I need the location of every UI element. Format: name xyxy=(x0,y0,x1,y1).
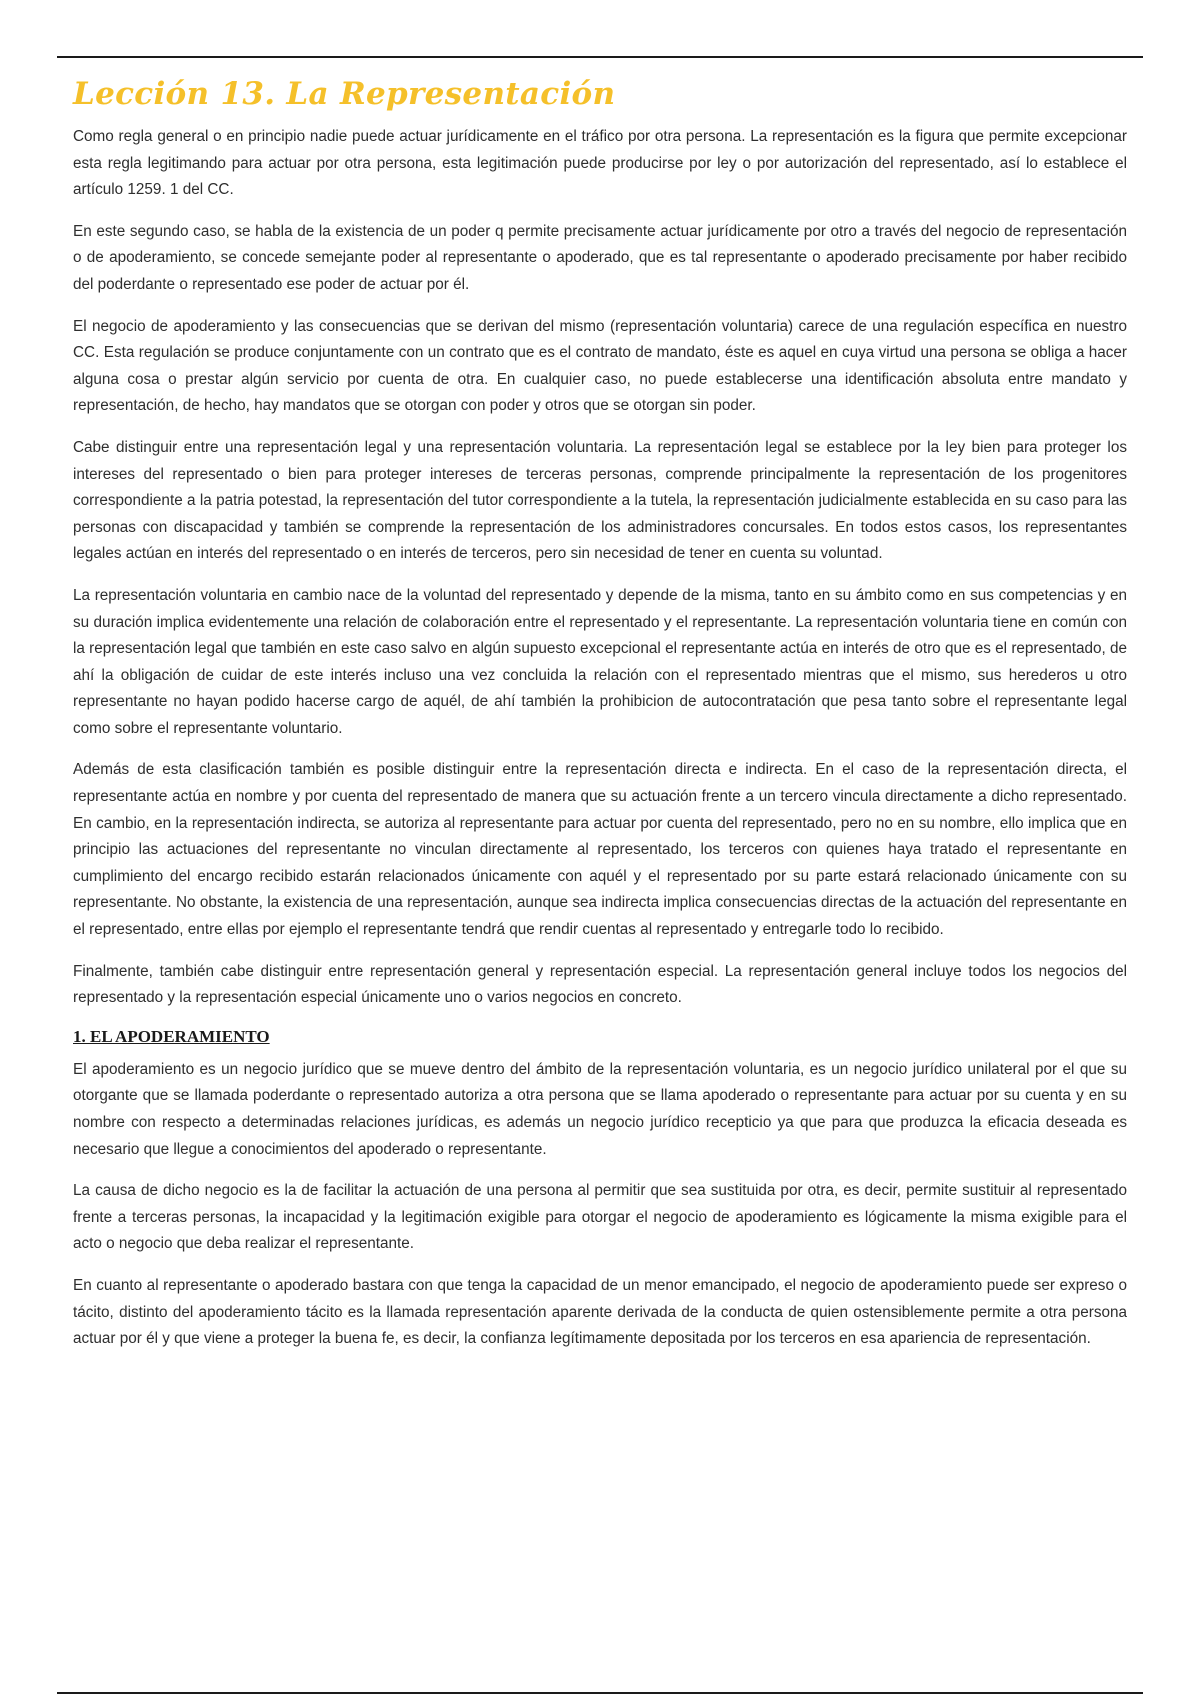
top-rule xyxy=(57,56,1143,58)
paragraph: El negocio de apoderamiento y las consecuencias que se derivan del mismo (representación voluntaria) carece de una regulación específica en nuestro CC. Esta regulación se produce conjuntamente con un contrato que es el contrato de mandato, éste es aquel en cuya virtud una persona se obliga a hacer alguna cosa o prestar algún servicio por cuenta de otra. En cualquier caso, no puede establecerse una identificación absoluta entre mandato y representación, de hecho, hay mandatos que se otorgan con poder y otros que se otorgan sin poder. xyxy=(73,317,1127,415)
paragraph: La causa de dicho negocio es la de facilitar la actuación de una persona al permitir que sea sustituida por otra, es decir, permite sustituir al representado frente a terceras personas, la incapacidad y la legitimación exigible para otorgar el negocio de apoderamiento es lógicamente la misma exigible para el acto o negocio que deba realizar el representante. xyxy=(73,1182,1127,1253)
paragraph: En este segundo caso, se habla de la existencia de un poder q permite precisamente actuar jurídicamente por otro a través del negocio de representación o de apoderamiento, se concede semejante poder al representante o apoderado, que es tal representante o apoderado precisamente por haber recibido del poderdante o representado ese poder de actuar por él. xyxy=(73,222,1127,293)
paragraph: La representación voluntaria en cambio nace de la voluntad del representado y depende de la misma, tanto en su ámbito como en sus competencias y en su duración implica evidentemente una relación de colaboración entre el representado y el representante. La representación voluntaria tiene en común con la representación legal que también en este caso salvo en algún supuesto excepcional el representante actúa en interés de otro que es el representado, de ahí la obligación de cuidar de este interés incluso una vez concluida la relación con el representado mientras que el mismo, sus herederos u otro representante no hayan podido hacerse cargo de aquél, de ahí también la prohibicion de autocontratación que pesa tanto sobre el representante legal como sobre el representante voluntario. xyxy=(73,586,1127,737)
bottom-rule xyxy=(57,1692,1143,1694)
lesson-title: Lección 13. La Representación xyxy=(73,76,616,112)
paragraph: Cabe distinguir entre una representación legal y una representación voluntaria. La representación legal se establece por la ley bien para proteger los intereses del representado o bien para proteger intereses de terceras personas, comprende principalmente la representación de los progenitores correspondiente a la patria potestad, la representación del tutor correspondiente a la tutela, la representación judicialmente establecida en su caso para las personas con discapacidad y también se comprende la representación de los administradores concursales. En todos estos casos, los representantes legales actúan en interés del representado o en interés de terceros, pero sin necesidad de tener en cuenta su voluntad. xyxy=(73,438,1127,563)
paragraph: Como regla general o en principio nadie puede actuar jurídicamente en el tráfico por otra persona. La representación es la figura que permite excepcionar esta regla legitimando para actuar por otra persona, esta legitimación puede producirse por ley o por autorización del representado, así lo establece el artículo 1259. 1 del CC. xyxy=(73,128,1127,199)
paragraph: Además de esta clasificación también es posible distinguir entre la representación directa e indirecta. En el caso de la representación directa, el representante actúa en nombre y por cuenta del representado de manera que su actuación frente a un tercero vincula directamente a dicho representado. En cambio, en la representación indirecta, se autoriza al representante para actuar por cuenta del representado, pero no en su nombre, ello implica que en principio las actuaciones del representante no vinculan directamente al representado, los terceros con quienes haya tratado el representante en cumplimiento del encargo recibido estarán relacionados únicamente con aquél y el representado por su parte estará relacionado únicamente con su representante. No obstante, la existencia de una representación, aunque sea indirecta implica consecuencias directas de la actuación del representante en el representado, entre ellas por ejemplo el representante tendrá que rendir cuentas al representado y entregarle todo lo recibido. xyxy=(73,761,1127,939)
paragraph: Finalmente, también cabe distinguir entre representación general y representación especial. La representación general incluye todos los negocios del representado y la representación especial únicamente uno o varios negocios en concreto. xyxy=(73,962,1127,1007)
document-body xyxy=(73,76,1127,1368)
paragraph: El apoderamiento es un negocio jurídico que se mueve dentro del ámbito de la representación voluntaria, es un negocio jurídico unilateral por el que su otorgante que se llamada poderdante o representado autoriza a otra persona que se llama apoderado o representante para actuar por su cuenta y en su nombre con respecto a determinadas relaciones jurídicas, es además un negocio jurídico recepticio ya que para que produzca la eficacia deseada es necesario que llegue a conocimientos del apoderado o representante. xyxy=(73,1060,1127,1158)
section-heading-apoderamiento: 1. EL APODERAMIENTO xyxy=(73,1026,270,1046)
paragraph: En cuanto al representante o apoderado bastara con que tenga la capacidad de un menor emancipado, el negocio de apoderamiento puede ser expreso o tácito, distinto del apoderamiento tácito es la llamada representación aparente derivada de la conducta de quien ostensiblemente permite a otra persona actuar por él y que viene a proteger la buena fe, es decir, la confianza legítimamente depositada por los terceros en esa apariencia de representación. xyxy=(73,1276,1127,1348)
